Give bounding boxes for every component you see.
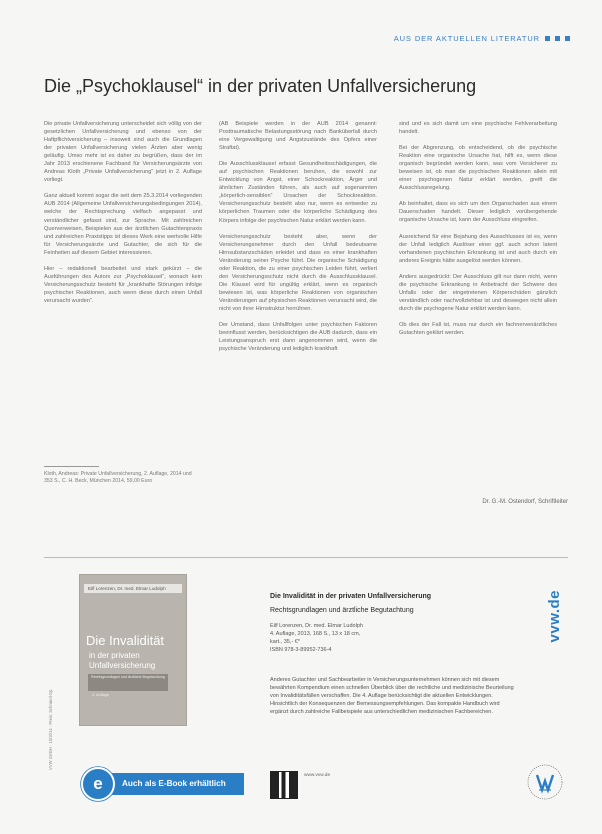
- book-cover-image: [79, 574, 187, 726]
- qr-caption-line: www.vvw.de: [304, 773, 331, 778]
- section-label-text: AUS DER AKTUELLEN LITERATUR: [393, 34, 540, 43]
- paragraph: (AB Beispiele werden in der AUB 2014 genannt: Posttraumatische Belastungsstörung nach Banküberfall durch eine Vergewaltigung und Angstzustände des Opfers einer Straftat).: [219, 121, 377, 152]
- info-line: ISBN 978-3-89952-736-4: [270, 647, 332, 654]
- text-column-1: [44, 120, 202, 313]
- paragraph: Die private Unfallversicherung unterscheidet sich völlig von der gesetzlichen Unfallversicherung und ebenso von der Haftpflichtversicherung – insoweit sind auch die Grundlagen der privaten Unfallversicherung vielen Ärzten aber wenig geläufig. Umso mehr ist es daher zu begrüßen, dass der im Jahr 2013 erschienene Fachband für Versicherungsärzte von Andreas Kloth „Private Unfallversicherung“ jetzt in 2. Auflage vorliegt.: [44, 121, 202, 184]
- book-edition: 4. Auflage: [92, 693, 109, 697]
- paragraph: Versicherungsschutz besteht aber, wenn der Versicherungsnehmer durch den Unfall bedeutsame Hirnsubstanzschäden erleidet und dass es einer krankhaften Veränderung seiner Psyche führt. Die organische Schädigung oder Reaktion, die zu einer psychischen Leiden führt, verliert den Versicherungsschutz nicht durch die Ausschlussklausel. Die Klausel wird für ungültig erklärt, wenn es organisch bewiesen ist, was körperliche Reaktionen von organischen Veränderungen auf physischen Reaktionen verursacht wird, die nicht von ihrer Hirnstruktur herrühren.: [219, 233, 377, 312]
- info-line: 4. Auflage, 2013, 168 S., 13 x 18 cm,: [270, 631, 361, 638]
- square-icon: [545, 36, 550, 41]
- author-signature: Dr. G.-M. Ostendorf, Schriftleiter: [482, 499, 568, 505]
- paragraph: sind und es sich damit um eine psychische Fehlverarbeitung handelt.: [399, 121, 557, 136]
- text-column-2: [219, 120, 377, 361]
- book-title-line: Die Invalidität: [86, 633, 165, 648]
- paragraph: Ganz aktuell kommt sogar die seit dem 25.3.2014 vorliegenden AUB 2014 (Allgemeine Unfallversicherungsbedingungen 2014), welche der Rechtsprechung vielfach angepasst und verständlicher gefasst sind, zur Sprache. Mit zahlreichen Querverweisen, Beispielen aus der ärztlichen Gutachtenpraxis und zahlreichen Praxistipps ist dieses Werk eine wertvolle Hilfe für Versicherungsärzte und Gutachter, die sich für die Feinheiten auf diesem Gebiet interessieren.: [44, 193, 202, 256]
- paragraph: Die Ausschlussklausel erfasst Gesundheitsschädigungen, die auf psychischen Reaktionen beruhen, die sowohl zur Entwicklung von Angst, einer Schockreaktion, Ärger und ähnlichen Zuständen führen, als auch auf sogenannten „körperlich-sensiblen“ Ursachen der Schockreaktion. Versicherungsschutz besteht also nur, wenn es entweder zu körperlichen Traumen oder die körperliche Schädigung des Körpers infolge der psychischen Natur erklärt werden kann.: [219, 161, 377, 224]
- info-line: kart., 35,- €*: [270, 639, 300, 646]
- ad-subtitle: Rechtsgrundlagen und ärztliche Begutachtung: [270, 607, 414, 614]
- qr-caption: [304, 772, 330, 779]
- book-title-line: Unfallversicherung: [89, 661, 156, 670]
- publisher-url[interactable]: vvw.de: [546, 590, 563, 643]
- ad-title: Die Invalidität in der privaten Unfallversicherung: [270, 593, 432, 600]
- square-icon: [555, 36, 560, 41]
- footnote-divider: [44, 466, 99, 467]
- book-title-line: in der privaten: [89, 651, 140, 660]
- ebook-badge[interactable]: Auch als E-Book erhältlich: [94, 773, 244, 795]
- paragraph: Ab beinhaltet, dass es sich um den Organschaden aus einem Dauerschaden handelt. Dieser lediglich vorübergehende organische Ursache ist, kann der Ausschluss eingreifen.: [399, 201, 557, 224]
- publisher-logo-icon: [526, 763, 564, 801]
- paragraph: Ob dies der Fall ist, muss nur durch ein fachnervenärztliches Gutachten geklärt werden.: [399, 321, 557, 336]
- qr-code-icon[interactable]: [270, 771, 298, 799]
- section-label: [394, 34, 570, 43]
- paragraph: Ausreichend für eine Bejahung des Ausschlusses ist es, wenn der Unfall lediglich Auslöser einer ggf. auch schon latent vorhandenen psychischen Erkrankung ist und auch durch ein anderes Ereignis hätte ausgelöst werden können.: [399, 233, 557, 264]
- side-code: VVW GmbH · 10/2014 · Preis: Schraenl-Sp.: [48, 688, 53, 770]
- paragraph: Bei der Abgrenzung, ob entscheidend, ob die psychische Reaktion eine organische Ursache hat, hilft es, wenn diese organisch begründet werden kann, was vom Versicherer zu beweisen ist, ob man die psychischen Reaktionen allein mit einer psychogenen Natur erklärt werden, greift die Ausschlussregelung.: [399, 145, 557, 192]
- book-subtitle-box: Rechtsgrundlagen und ärztliche Begutachtung: [88, 674, 168, 691]
- book-authors: Eilf Lorenzen, Dr. med. Elmar Ludolph: [84, 584, 182, 593]
- paragraph: Anders ausgedrückt: Der Ausschluss gilt nur dann nicht, wenn die psychische Erkrankung in Anbetracht der Schwere des Unfalls oder der eingetretenen Körperschäden gänzlich verständlich oder nachvollziehbar ist und deswegen nicht allein durch die psychogene Natur erklärt werden kann.: [399, 273, 557, 312]
- ebook-icon: e: [81, 767, 115, 801]
- ad-book-info: [270, 622, 450, 654]
- paragraph: Der Umstand, dass Unfallfolgen unter psychischen Faktoren beeinflusst werden, berücksichtigen die AUB dadurch, dass ein Leistungsanspruch erst dann angenommen wird, wenn die psychische Veränderung und lediglich krankhaft: [219, 322, 377, 353]
- paragraph: Hier – redaktionell bearbeitet und stark gekürzt – die Ausführungen des Autors zur „Psychoklausel“, wonach kein Versicherungsschutz besteht für „krankhafte Störungen infolge psychischer Reaktionen, auch wenn diese durch einen Unfall verursacht wurden“.: [44, 265, 202, 304]
- article-title: Die „Psychoklausel“ in der privaten Unfallversicherung: [44, 76, 477, 96]
- info-line: Eilf Lorenzen, Dr. med. Elmar Ludolph: [270, 623, 363, 629]
- ad-description: Anderes Gutachter und Sachbearbeiter in Versicherungsunternehmen können sich mit diesem bewährten Kompendium einen schnellen Überblick über die rechtliche und medizinische Beurteilung von Invaliditätsfällen verschaffen. Die 4. Auflage berücksichtigt die aktuellen Entwicklungen. Hinsichtlich der Konsequenzen der Bemessungsempfehlungen. Das kompakte Handbuch wird ergänzt durch zahlreiche Fallbeispiele aus unterschiedlichen medizinischen Fachbereichen.: [270, 677, 514, 716]
- text-column-3: [399, 120, 557, 345]
- footnote: Kloth, Andreas: Private Unfallversicherung, 2. Auflage, 2014 und 353 S., C. H. Beck, München 2014, 59,00 Euro: [44, 471, 192, 485]
- ad-divider: [44, 557, 568, 558]
- square-icon: [565, 36, 570, 41]
